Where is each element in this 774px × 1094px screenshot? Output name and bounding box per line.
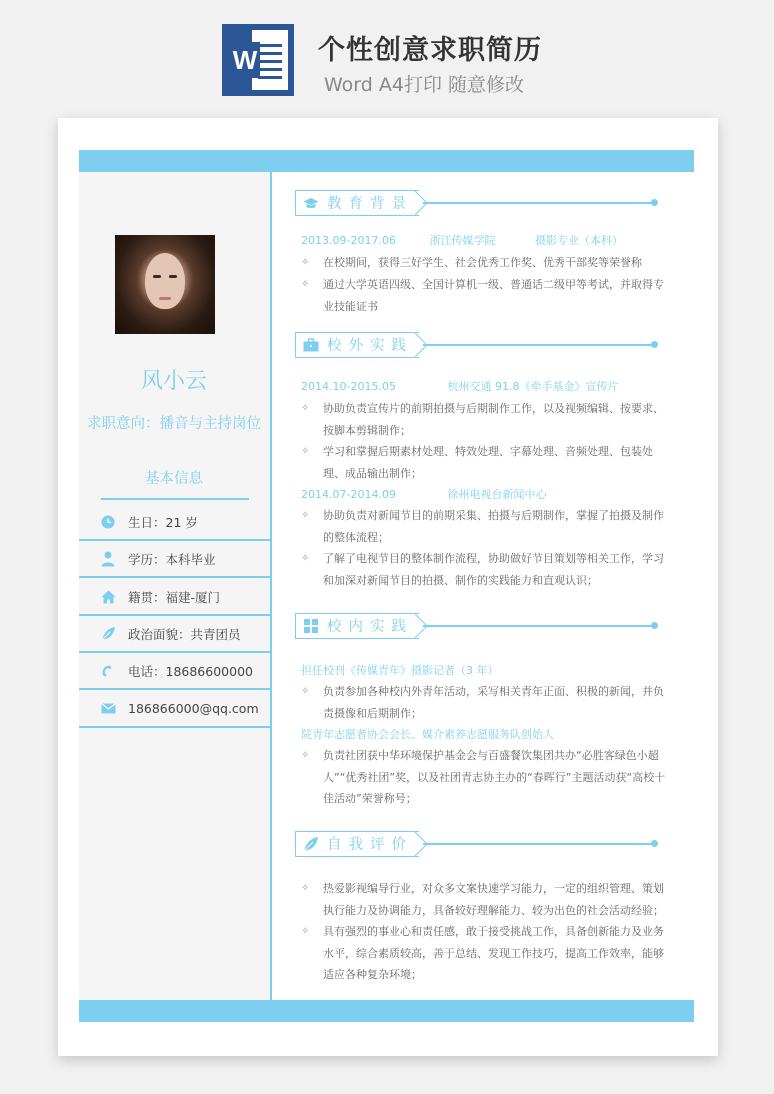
section-title: 校内实践 — [327, 619, 413, 635]
info-education — [79, 541, 270, 578]
list-item: ✧ 负责参加各种校内外青年活动，采写相关青年正面、积极的新闻，并负责摄像和后期制作； — [301, 685, 664, 720]
clock-icon — [100, 514, 116, 530]
job-org: 徐州电视台新闻中心 — [447, 488, 547, 501]
info-hometown — [79, 579, 270, 616]
practice-job1-header — [301, 378, 618, 394]
list-item: ✧ 在校期间，获得三好学生、社会优秀工作奖、优秀干部奖等荣誉称 — [301, 256, 642, 269]
info-birthday — [79, 504, 270, 541]
education-school: 浙江传媒学院 — [429, 234, 496, 247]
job-org: 杭州交通 91.8《牵手基金》宣传片 — [447, 380, 619, 393]
info-political — [79, 616, 270, 653]
leaf-icon — [100, 626, 116, 642]
list-item: ✧ 协助负责宣传片的前期拍摄与后期制作工作，以及视频编辑、按要求、按脚本剪辑制作； — [301, 402, 664, 437]
info-text: 生日：21 岁 — [128, 514, 198, 530]
basic-info-title: 基本信息 — [145, 471, 203, 487]
list-item: ✧ 具有强烈的事业心和责任感，敢于接受挑战工作，具备创新能力及业务水平，综合素质较高，善于总结、发现工作技巧，提高工作效率，能够适应各种复杂环境； — [301, 925, 664, 981]
section-campus — [295, 613, 659, 639]
campus-role1: 担任校刊《传媒青年》摄影记者（3 年） — [301, 664, 499, 677]
list-item: ✧ 热爱影视编导行业，对众多文案快速学习能力，一定的组织管理、策划执行能力及协调能力，具备较好理解能力、较为出色的社会活动经验； — [301, 882, 664, 917]
profile-photo — [115, 235, 215, 334]
phone-icon — [100, 663, 116, 679]
info-text: 186866000@qq.com — [128, 701, 259, 716]
top-band — [79, 150, 694, 172]
divider — [101, 498, 249, 500]
list-item: ✧ 通过大学英语四级、全国计算机一级、普通话二级甲等考试，并取得专业技能证书 — [301, 278, 664, 313]
resume-paper — [58, 118, 718, 1056]
info-text: 电话：18686600000 — [128, 663, 253, 679]
practice-job2-header — [301, 486, 546, 502]
grid-icon — [303, 618, 319, 634]
page-header — [0, 0, 774, 110]
word-icon — [222, 24, 294, 96]
job-date: 2014.10-2015.05 — [301, 380, 396, 393]
home-icon — [100, 589, 116, 605]
user-icon — [100, 551, 116, 567]
graduation-cap-icon — [303, 195, 319, 211]
list-item: ✧ 协助负责对新闻节目的前期采集、拍摄与后期制作，掌握了拍摄及制作的整体流程； — [301, 509, 664, 544]
education-major: 摄影专业（本科） — [534, 234, 623, 247]
profile-name: 风小云 — [140, 369, 207, 394]
list-item: ✧ 负责社团获中华环境保护基金会与百盛餐饮集团共办“必胜客绿色小超人”“优秀社团”奖，以及社团青志协主办的“春晖行”主题活动获“高校十佳活动”荣誉称号； — [301, 749, 666, 805]
section-self — [295, 831, 659, 857]
briefcase-icon — [303, 337, 319, 353]
campus-role2: 院青年志愿者协会会长、媒介素养志愿服务队创始人 — [301, 728, 554, 741]
page-title: 个性创意求职简历 — [318, 35, 542, 66]
job-date: 2014.07-2014.09 — [301, 488, 396, 501]
info-text: 政治面貌：共青团员 — [128, 626, 241, 642]
leaf-icon — [303, 836, 319, 852]
section-title: 校外实践 — [327, 338, 413, 354]
list-item: ✧ 了解了电视节目的整体制作流程，协助做好节目策划等相关工作，学习和加深对新闻节目的拍摄、制作的实践能力和直观认识； — [301, 552, 664, 587]
info-text: 籍贯：福建-厦门 — [128, 589, 221, 605]
section-education — [295, 190, 659, 216]
section-title: 自我评价 — [327, 837, 413, 853]
list-item: ✧ 学习和掌握后期素材处理、特效处理、字幕处理、音频处理、包装处理、成品输出制作； — [301, 445, 653, 480]
job-intent: 求职意向：播音与主持岗位 — [87, 416, 261, 432]
info-email — [79, 691, 270, 728]
section-practice — [295, 332, 659, 358]
bottom-band — [79, 1000, 694, 1022]
education-date: 2013.09-2017.06 — [301, 234, 396, 247]
info-phone — [79, 653, 270, 690]
word-icon-letter: W — [230, 42, 260, 78]
section-title: 教育背景 — [327, 196, 413, 212]
page-subtitle: Word A4打印 随意修改 — [324, 74, 525, 96]
profile-sidebar — [79, 172, 272, 1000]
education-header — [301, 232, 623, 248]
mail-icon — [100, 701, 116, 717]
info-text: 学历：本科毕业 — [128, 551, 216, 567]
